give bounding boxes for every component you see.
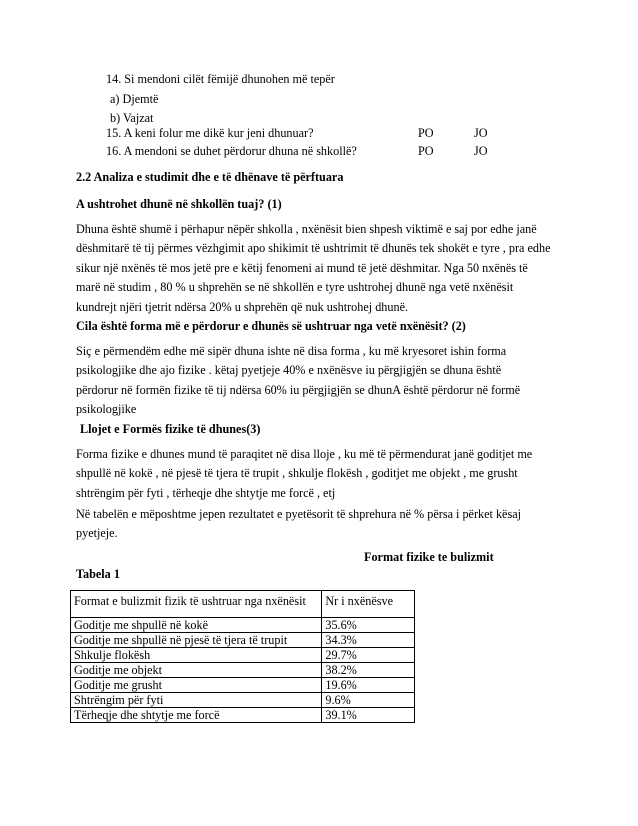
heading-question-1: A ushtrohet dhunë në shkollën tuaj? (1)	[76, 197, 282, 211]
paragraph-line: Në tabelën e mëposhtme jepen rezultatet e pyetësorit të shprehura në % përsa i përket kësaj	[76, 507, 521, 521]
table-cell: Goditje me shpullë në kokë	[71, 618, 322, 633]
paragraph-1	[76, 220, 572, 317]
paragraph-line: psikologjike dhe ajo fizike . këtaj pyetjeje 40% e nxënësve iu përgjigjën se dhuna është	[76, 363, 502, 378]
table-cell: 35.6%	[322, 618, 415, 633]
table-cell: Goditje me objekt	[71, 663, 322, 678]
paragraph-line: marë në studim , 80 % u shprehën se në shkollën e tyre ushtrohej dhunë nga vetë nxënësit	[76, 280, 514, 295]
table-cell: Goditje me shpullë në pjesë të tjera të trupit	[71, 633, 322, 648]
table-caption: Format fizike te bulizmit	[364, 550, 494, 564]
answer-option-b: b) Vajzat	[110, 111, 154, 125]
paragraph-line: sikur një nxënës të mos jetë pre e këtij fenomeni ai mund të jetë dëshmitar. Nga 50 nxënës të	[76, 260, 528, 275]
results-table	[70, 590, 415, 723]
table-cell: Shkulje flokësh	[71, 648, 322, 663]
table-row	[71, 618, 415, 633]
paragraph-line: Forma fizike e dhunes mund të paraqitet në disa lloje , ku më të përmendurat janë goditjet me	[76, 447, 533, 461]
section-title: 2.2 Analiza e studimit dhe e të dhënave të përftuara	[76, 170, 344, 184]
table-label: Tabela 1	[76, 567, 120, 581]
heading-question-2: Cila është forma më e përdorur e dhunës së ushtruar nga vetë nxënësit? (2)	[76, 319, 466, 333]
question-16-po: PO	[418, 144, 434, 158]
table-row	[71, 648, 415, 663]
paragraph-line: Siç e përmendëm edhe më sipër dhuna ishte në disa forma , ku më kryesoret ishin forma	[76, 344, 507, 358]
table-cell: Shtrëngim për fyti	[71, 693, 322, 708]
question-15-jo: JO	[474, 126, 488, 140]
table-header-row	[71, 591, 415, 618]
paragraph-3	[76, 445, 572, 503]
table-header-cell: Nr i nxënësve	[322, 591, 415, 618]
table-cell: 29.7%	[322, 648, 415, 663]
question-15-po: PO	[418, 126, 434, 140]
table-cell: 19.6%	[322, 678, 415, 693]
paragraph-line: Dhuna është shumë i përhapur nëpër shkolla , nxënësit bien shpesh viktimë e saj por edhe janë	[76, 222, 537, 236]
heading-question-3: Llojet e Formës fizike të dhunes(3)	[80, 422, 261, 436]
paragraph-2	[76, 342, 572, 420]
question-15: 15. A keni folur me dikë kur jeni dhunuar?	[106, 126, 314, 140]
table-row	[71, 678, 415, 693]
table-cell: 34.3%	[322, 633, 415, 648]
paragraph-4	[76, 505, 572, 544]
table-cell: Tërheqje dhe shtytje me forcë	[71, 708, 322, 723]
table-header-cell: Format e bulizmit fizik të ushtruar nga nxënësit	[71, 591, 322, 618]
table-row	[71, 663, 415, 678]
table-cell: 38.2%	[322, 663, 415, 678]
paragraph-line: përdorur në formën fizike të tij ndërsa 60% iu përgjigjën se dhunA është përdorur në formë	[76, 382, 521, 397]
table-row	[71, 708, 415, 723]
table-cell: 9.6%	[322, 693, 415, 708]
table-cell: Goditje me grusht	[71, 678, 322, 693]
answer-option-a: a) Djemtë	[110, 92, 159, 106]
paragraph-line: shpullë në kokë , në pjesë të tjera të trupit , shkulje flokësh , goditjet me objekt , me grusht	[76, 466, 518, 481]
question-16-jo: JO	[474, 144, 488, 158]
question-16: 16. A mendoni se duhet përdorur dhuna në shkollë?	[106, 144, 357, 158]
table-row	[71, 693, 415, 708]
table-cell: 39.1%	[322, 708, 415, 723]
paragraph-line: shtrëngim për fyti , tërheqje dhe shtytje me forcë , etj	[76, 485, 336, 500]
question-14: 14. Si mendoni cilët fëmijë dhunohen më tepër	[106, 72, 335, 86]
table-row	[71, 633, 415, 648]
paragraph-line: kundrejt njëri tjetrit ndërsa 20% u shprehën që nuk ushtrohej dhunë.	[76, 299, 409, 314]
paragraph-line: pyetjeje.	[76, 526, 118, 541]
paragraph-line: dëshmitarë të tij përmes vëzhgimit apo shikimit të ushtrimit të dhunës tek shokët e tyre , pra edhe	[76, 241, 551, 256]
paragraph-line: psikologjike	[76, 402, 137, 417]
